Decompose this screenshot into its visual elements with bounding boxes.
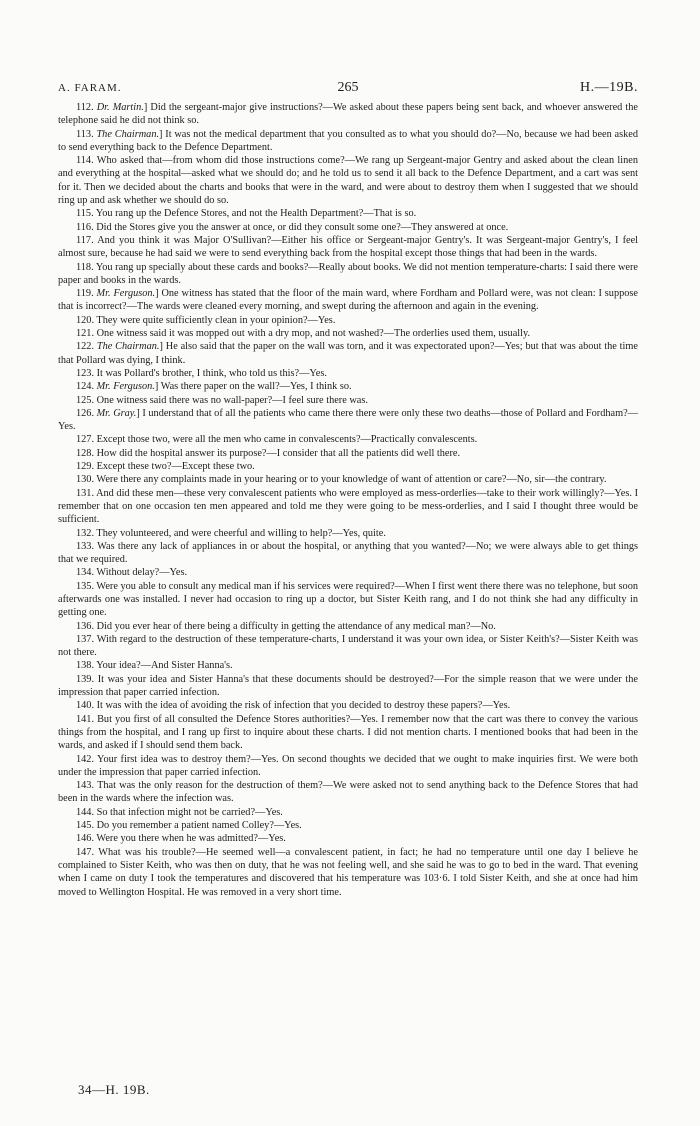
question-number: 131. — [76, 487, 95, 499]
question-number: 138. — [76, 660, 95, 672]
speaker-name: Mr. Gray. — [96, 407, 137, 419]
question-number: 140. — [76, 700, 95, 712]
testimony-paragraph — [58, 207, 638, 220]
testimony-text: Did the Stores give you the answer at once, or did they consult some one?—They answered at once. — [96, 221, 509, 233]
testimony-paragraph — [58, 846, 638, 899]
testimony-text: One witness has stated that the floor of the main ward, where Fordham and Pollard were, was not clean: I suppose that is incorrect?—The wards were cleaned every morning, and swept during the afternoon and again in the evening. — [58, 288, 638, 313]
testimony-text: It was not the medical department that you consulted as to what you should do?—No, because we had been asked to send everything back to the Defence Department. — [58, 128, 638, 153]
question-number: 128. — [76, 447, 95, 459]
testimony-text: It was with the idea of avoiding the risk of infection that you decided to destroy these papers?—Yes. — [96, 700, 511, 712]
testimony-text: So that infection might not be carried?—Yes. — [96, 806, 283, 818]
testimony-paragraph — [58, 540, 638, 567]
testimony-text: Were you able to consult any medical man if his services were required?—When I first went there there was no telephone, but soon afterwards one was installed. I never had occasion to ring up a doctor, but Sister Keith rang, and I do not think she had any difficulty in getting one. — [58, 580, 638, 619]
question-number: 121. — [76, 328, 95, 340]
question-number: 118. — [76, 261, 94, 273]
testimony-text: One witness said there was no wall-paper?—I feel sure there was. — [96, 394, 368, 406]
testimony-paragraph — [58, 367, 638, 380]
speaker-name: Mr. Ferguson. — [96, 288, 156, 300]
question-number: 133. — [76, 540, 95, 552]
testimony-text: That was the only reason for the destruction of them?—We were asked not to send anything back to the Defence Stores that had been in the wards where the infection was. — [58, 780, 638, 805]
testimony-paragraph — [58, 673, 638, 700]
question-number: 113. — [76, 128, 94, 140]
testimony-paragraph — [58, 633, 638, 660]
testimony-text: I understand that of all the patients who came there there were only these two deaths—those of Pollard and Fordham?—Yes. — [58, 407, 638, 433]
testimony-text: What was his trouble?—He seemed well—a convalescent patient, in fact; he had no temperature until one day I believe he complained to Sister Keith, who was then on duty, that he was not feeling well, and she said he was to go to bed in the ward. That evening when I came on duty I took the temperatures and discovered that his temperature was 103·6. I told Sister Keith, and she at once had him moved to Wellington Hospital. He was removed in a very short time. — [58, 846, 638, 898]
testimony-paragraph — [58, 566, 638, 579]
question-number: 122. — [76, 341, 95, 353]
question-number: 129. — [76, 461, 95, 473]
testimony-paragraph — [58, 580, 638, 620]
question-number: 136. — [76, 620, 95, 632]
testimony-text: Your first idea was to destroy them?—Yes. On second thoughts we decided that we ought to make inquiries first. We were both under the impression that paper carried infection. — [58, 753, 638, 778]
question-number: 117. — [76, 234, 94, 246]
testimony-text: And did these men—these very convalescent patients who were employed as mess-orderlies—take to their work willingly?—Yes. I remember that on one occasion ten men appeared and told me they were going to be mess-orderlies, and I said I thought three would be sufficient. — [58, 487, 638, 526]
question-number: 119. — [76, 288, 94, 300]
question-number: 124. — [76, 381, 95, 393]
question-number: 112. — [76, 102, 94, 113]
testimony-paragraph — [58, 261, 638, 288]
question-number: 115. — [76, 208, 94, 220]
testimony-paragraph — [58, 394, 638, 407]
testimony-text: How did the hospital answer its purpose?—I consider that all the patients did well there. — [96, 447, 461, 459]
testimony-paragraph — [58, 473, 638, 486]
page-footer-signature: 34—H. 19B. — [78, 1082, 150, 1097]
question-number: 147. — [76, 846, 95, 858]
testimony-text: It was your idea and Sister Hanna's that these documents should be destroyed?—For the simple reason that we were under the impression that paper carried infection. — [58, 673, 638, 699]
question-number: 145. — [76, 820, 95, 832]
testimony-paragraph — [58, 433, 638, 446]
testimony-text: But you first of all consulted the Defence Stores authorities?—Yes. I remember now that the cart was there to convey the various things from the hospital, and I rang up first to inquire about these charts. I did not mention charts. I mentioned books that had been in the wards, and asked if I should send them back. — [58, 713, 638, 752]
testimony-paragraph — [58, 154, 638, 207]
question-number: 141. — [76, 713, 95, 725]
speaker-name: Mr. Ferguson. — [96, 381, 155, 393]
testimony-paragraph: 119. Mr. Ferguson.] One witness has stated that the floor of the main ward, where Fordham and Pollard were, was not clean: I suppose that is incorrect?—The wards were cleaned every morning, and swept during the afternoon and again in the evening. — [58, 288, 638, 313]
question-number: 132. — [76, 527, 95, 539]
testimony-text: Do you remember a patient named Colley?—Yes. — [96, 820, 302, 832]
question-number: 142. — [76, 753, 95, 765]
speaker-name: The Chairman. — [96, 341, 160, 353]
testimony-paragraph: 112. Dr. Martin.] Did the sergeant-major give instructions?—We asked about these papers being sent back, and whoever answered the telephone said he did not think so. — [58, 102, 638, 127]
testimony-paragraph — [58, 699, 638, 712]
testimony-paragraph — [58, 779, 638, 806]
testimony-paragraph — [58, 806, 638, 819]
question-number: 143. — [76, 780, 95, 792]
testimony-text: With regard to the destruction of these temperature-charts, I understand it was your own idea, or Sister Keith's?—Sister Keith was not there. — [58, 633, 639, 659]
testimony-text: One witness said it was mopped out with a dry mop, and not washed?—The orderlies used them, usually. — [96, 328, 531, 340]
testimony-text: Who asked that—from whom did those instructions come?—We rang up Sergeant-major Gentry and asked about the clean linen and everything at the hospital—asked what we should do; and he told us to send it all back to the Defence Department, and a cart was sent for it. Then we decided about the charts and books that were in the ward, and were about to destroy them when I suggested that we should ring up and ask whether we should do so. — [58, 155, 638, 207]
testimony-paragraph — [58, 832, 638, 845]
testimony-paragraph — [58, 527, 638, 540]
testimony-text: Did the sergeant-major give instructions?—We asked about these papers being sent back, and whoever answered the telephone said he did not think so. — [58, 102, 638, 127]
testimony-text: They volunteered, and were cheerful and willing to help?—Yes, quite. — [96, 527, 386, 539]
question-number: 116. — [76, 221, 94, 233]
question-number: 130. — [76, 474, 95, 486]
question-number: 139. — [76, 673, 95, 685]
testimony-text: They were quite sufficiently clean in your opinion?—Yes. — [96, 314, 336, 326]
question-number: 134. — [76, 567, 95, 579]
testimony-paragraph — [58, 447, 638, 460]
testimony-paragraph — [58, 620, 638, 633]
testimony-paragraph — [58, 314, 638, 327]
testimony-body — [58, 101, 638, 899]
page-header — [58, 80, 638, 98]
testimony-text: You rang up the Defence Stores, and not the Health Department?—That is so. — [95, 208, 417, 220]
testimony-text: He also said that the paper on the wall was torn, and it was expectorated upon?—Yes; but that was about the time that Pollard was dying, I think. — [58, 341, 638, 366]
testimony-text: Except these two?—Except these two. — [96, 461, 255, 473]
testimony-paragraph — [58, 659, 638, 672]
testimony-paragraph — [58, 327, 638, 340]
question-number: 127. — [76, 434, 95, 446]
question-number: 135. — [76, 580, 95, 592]
testimony-paragraph — [58, 221, 638, 234]
question-number: 120. — [76, 314, 95, 326]
question-number: 146. — [76, 833, 95, 845]
testimony-text: Was there any lack of appliances in or about the hospital, or anything that you wanted?—No; we were always able to get things that we required. — [58, 540, 638, 566]
testimony-text: Were there any complaints made in your hearing or to your knowledge of want of attention or care?—No, sir—the contrary. — [96, 474, 607, 486]
question-number: 123. — [76, 367, 95, 379]
testimony-paragraph: 122. The Chairman.] He also said that the paper on the wall was torn, and it was expectorated upon?—Yes; but that was about the time that Pollard was dying, I think. — [58, 341, 638, 366]
testimony-paragraph: 124. Mr. Ferguson.] Was there paper on the wall?—Yes, I think so. — [76, 381, 352, 393]
testimony-text: And you think it was Major O'Sullivan?—Either his office or Sergeant-major Gentry's. It was Sergeant-major Gentry's, I feel almost sure, because he had said we were to send everything back from the hospital except those things that had been in the wards. — [58, 234, 638, 260]
testimony-paragraph — [58, 460, 638, 473]
testimony-text: Except those two, were all the men who came in convalescents?—Practically convalescents. — [96, 434, 478, 446]
speaker-name: Dr. Martin. — [96, 102, 144, 113]
document-reference: H.—19B. — [580, 80, 638, 95]
testimony-text: It was Pollard's brother, I think, who told us this?—Yes. — [96, 367, 327, 379]
testimony-paragraph — [58, 713, 638, 753]
testimony-paragraph: 113. The Chairman.] It was not the medical department that you consulted as to what you should do?—No, because we had been asked to send everything back to the Defence Department. — [58, 128, 638, 153]
testimony-paragraph — [58, 487, 638, 527]
question-number: 114. — [76, 155, 94, 167]
testimony-text: Was there paper on the wall?—Yes, I think so. — [160, 381, 352, 393]
testimony-text: You rang up specially about these cards and books?—Really about books. We did not mention temperature-charts: I said there were paper and books in the wards. — [58, 261, 638, 286]
testimony-paragraph — [58, 234, 638, 261]
question-number: 137. — [76, 633, 95, 645]
testimony-text: Without delay?—Yes. — [96, 567, 188, 579]
page-number: 265 — [337, 80, 359, 95]
testimony-text: Your idea?—And Sister Hanna's. — [96, 660, 233, 672]
testimony-paragraph — [58, 819, 638, 832]
testimony-text: Were you there when he was admitted?—Yes. — [96, 833, 286, 845]
testimony-text: Did you ever hear of there being a difficulty in getting the attendance of any medical man?—No. — [96, 620, 496, 632]
question-number: 144. — [76, 806, 95, 818]
header-witness-name: A. FARAM. — [58, 82, 122, 94]
question-number: 125. — [76, 394, 95, 406]
testimony-paragraph — [58, 753, 638, 780]
testimony-paragraph: 126. Mr. Gray.] I understand that of all the patients who came there there were only these two deaths—those of Pollard and Fordham?—Yes. — [58, 407, 638, 433]
question-number: 126. — [76, 407, 95, 419]
speaker-name: The Chairman. — [96, 128, 160, 140]
